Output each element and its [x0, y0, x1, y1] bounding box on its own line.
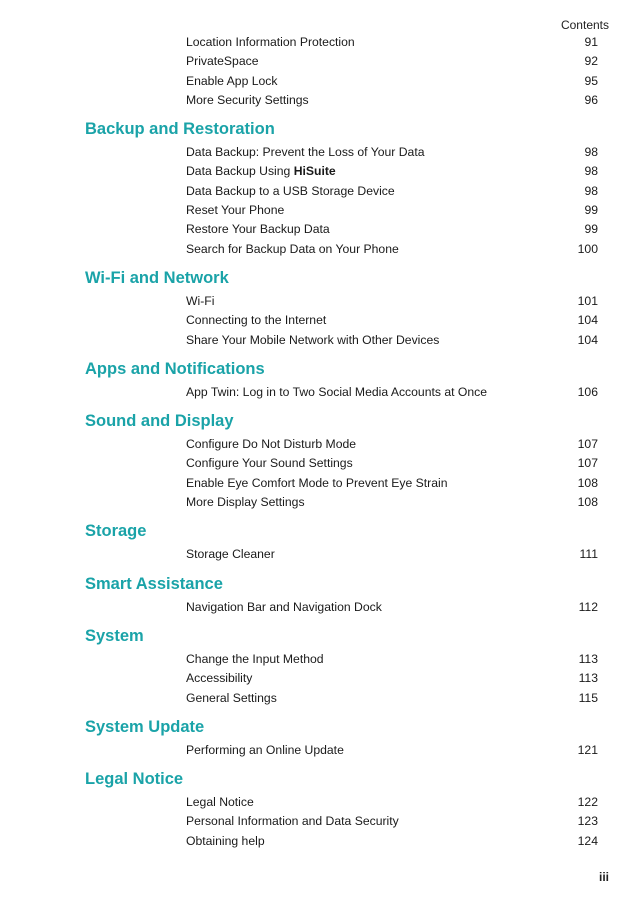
toc-entry[interactable]: [0, 650, 638, 669]
toc-entry-page[interactable]: 108: [577, 475, 598, 490]
toc-entry-label[interactable]: Obtaining help: [186, 833, 265, 848]
toc-entry-label[interactable]: [186, 162, 336, 181]
toc-entry[interactable]: [0, 220, 638, 239]
toc-entry-page[interactable]: 107: [577, 456, 598, 471]
toc-section: [0, 571, 638, 617]
toc-entry-label[interactable]: Search for Backup Data on Your Phone: [186, 241, 399, 256]
toc-entry-label[interactable]: Configure Do Not Disturb Mode: [186, 437, 357, 452]
toc-entry[interactable]: [0, 832, 638, 851]
toc-entry[interactable]: [0, 331, 638, 350]
toc-entry-page[interactable]: 113: [578, 651, 598, 666]
toc-entry[interactable]: [0, 435, 638, 454]
toc-entry-label[interactable]: Wi-Fi: [186, 293, 215, 308]
toc-entry[interactable]: [0, 182, 638, 201]
toc-entry-page[interactable]: 100: [577, 241, 598, 256]
toc-entry[interactable]: [0, 689, 638, 708]
toc-entry-label-bold: HiSuite: [293, 164, 336, 179]
toc-entry-page[interactable]: 121: [577, 742, 598, 757]
toc-entry-page[interactable]: 98: [584, 164, 598, 179]
toc-entry-label[interactable]: Enable Eye Comfort Mode to Prevent Eye Strain: [186, 475, 448, 490]
toc-entry-page[interactable]: 95: [584, 73, 598, 88]
toc-section: [0, 623, 638, 708]
toc-entry[interactable]: [0, 793, 638, 812]
toc-entry-page[interactable]: 104: [577, 313, 598, 328]
toc-section-title[interactable]: Sound and Display: [85, 412, 234, 431]
toc-entry[interactable]: [0, 91, 638, 110]
toc-entry-label[interactable]: Location Information Protection: [186, 35, 355, 49]
toc-entry-page[interactable]: 108: [577, 495, 598, 510]
toc-entry-label[interactable]: Navigation Bar and Navigation Dock: [186, 599, 382, 614]
toc-entry-page[interactable]: 99: [584, 222, 598, 237]
toc-entry-page[interactable]: 91: [584, 35, 598, 49]
toc-section: [0, 408, 638, 512]
toc-entry[interactable]: [0, 240, 638, 259]
toc-sections: [0, 116, 638, 851]
toc-entry[interactable]: [0, 741, 638, 760]
toc-entry-page[interactable]: 111: [579, 547, 598, 562]
toc-entry[interactable]: [0, 162, 638, 181]
toc-entry-page[interactable]: 112: [578, 599, 598, 614]
toc-entry-page[interactable]: 104: [577, 332, 598, 347]
toc-entry[interactable]: [0, 52, 638, 71]
toc-entry-page[interactable]: 101: [577, 293, 598, 308]
toc-entry-page[interactable]: 124: [577, 833, 598, 848]
toc-section-title[interactable]: Backup and Restoration: [85, 120, 275, 139]
toc-entry[interactable]: [0, 33, 638, 52]
toc-entry-label[interactable]: Personal Information and Data Security: [186, 814, 399, 829]
toc-entry-label[interactable]: More Security Settings: [186, 92, 309, 107]
toc-section: [0, 766, 638, 851]
toc-entry-page[interactable]: 107: [577, 437, 598, 452]
toc-entry-label[interactable]: Reset Your Phone: [186, 203, 285, 218]
toc-section-title[interactable]: Wi-Fi and Network: [85, 268, 229, 287]
toc-entry[interactable]: [0, 669, 638, 688]
toc-entry-label[interactable]: Legal Notice: [186, 795, 254, 810]
toc-entry[interactable]: [0, 474, 638, 493]
toc-section-title[interactable]: Apps and Notifications: [85, 359, 265, 378]
toc-entry-label[interactable]: Restore Your Backup Data: [186, 222, 330, 237]
toc-entry-label[interactable]: Change the Input Method: [186, 651, 324, 666]
toc-entry-label[interactable]: Data Backup to a USB Storage Device: [186, 183, 395, 198]
toc-entry-label[interactable]: Share Your Mobile Network with Other Devices: [186, 332, 440, 347]
toc-entry-page[interactable]: 96: [584, 92, 598, 107]
toc-entry[interactable]: [0, 383, 638, 402]
toc-entry[interactable]: [0, 493, 638, 512]
toc-section-title[interactable]: Smart Assistance: [85, 574, 223, 593]
toc-entry-page[interactable]: 115: [578, 690, 598, 705]
toc-entry-label[interactable]: Storage Cleaner: [186, 547, 275, 562]
table-of-contents: [0, 33, 638, 851]
toc-entry-label[interactable]: Performing an Online Update: [186, 742, 344, 757]
toc-entry-page[interactable]: 98: [584, 145, 598, 160]
toc-entry[interactable]: [0, 454, 638, 473]
toc-entry[interactable]: [0, 812, 638, 831]
toc-entry-label[interactable]: Data Backup: Prevent the Loss of Your Data: [186, 145, 425, 160]
toc-entry[interactable]: [0, 201, 638, 220]
toc-section-title[interactable]: System Update: [85, 717, 205, 736]
page-number: iii: [598, 870, 609, 884]
toc-entry-page[interactable]: 99: [584, 203, 598, 218]
toc-entry-label[interactable]: App Twin: Log in to Two Social Media Accounts at Once: [186, 384, 488, 399]
toc-entry-label[interactable]: Configure Your Sound Settings: [186, 456, 353, 471]
toc-entry[interactable]: [0, 598, 638, 617]
toc-entry-label[interactable]: PrivateSpace: [186, 54, 259, 69]
toc-section-title[interactable]: Storage: [85, 522, 147, 541]
toc-entry[interactable]: [0, 545, 638, 564]
toc-section: [0, 356, 638, 402]
toc-entry[interactable]: [0, 143, 638, 162]
toc-entry-page[interactable]: 98: [584, 183, 598, 198]
toc-entry-label[interactable]: General Settings: [186, 690, 277, 705]
toc-section: [0, 714, 638, 760]
toc-section-title[interactable]: System: [85, 626, 144, 645]
toc-entry[interactable]: [0, 72, 638, 91]
toc-section: [0, 116, 638, 259]
toc-entry-label[interactable]: Accessibility: [186, 671, 253, 686]
toc-entry[interactable]: [0, 292, 638, 311]
toc-section: [0, 265, 638, 350]
toc-entry-page[interactable]: 106: [577, 384, 598, 399]
toc-entry-page[interactable]: 92: [584, 54, 598, 69]
toc-entry-page[interactable]: 113: [578, 671, 598, 686]
toc-entry-label[interactable]: More Display Settings: [186, 495, 305, 510]
toc-entry-page[interactable]: 122: [577, 795, 598, 810]
toc-entry-label-prefix: Data Backup Using: [186, 164, 294, 179]
toc-entry-page[interactable]: 123: [577, 814, 598, 829]
page-header-title: Contents: [560, 18, 609, 32]
toc-section-title[interactable]: Legal Notice: [85, 770, 184, 789]
toc-entry-label[interactable]: Enable App Lock: [186, 73, 278, 88]
toc-section: [0, 518, 638, 564]
toc-lead-group: [0, 33, 638, 110]
toc-entry-label[interactable]: Connecting to the Internet: [186, 313, 327, 328]
toc-entry[interactable]: [0, 311, 638, 330]
